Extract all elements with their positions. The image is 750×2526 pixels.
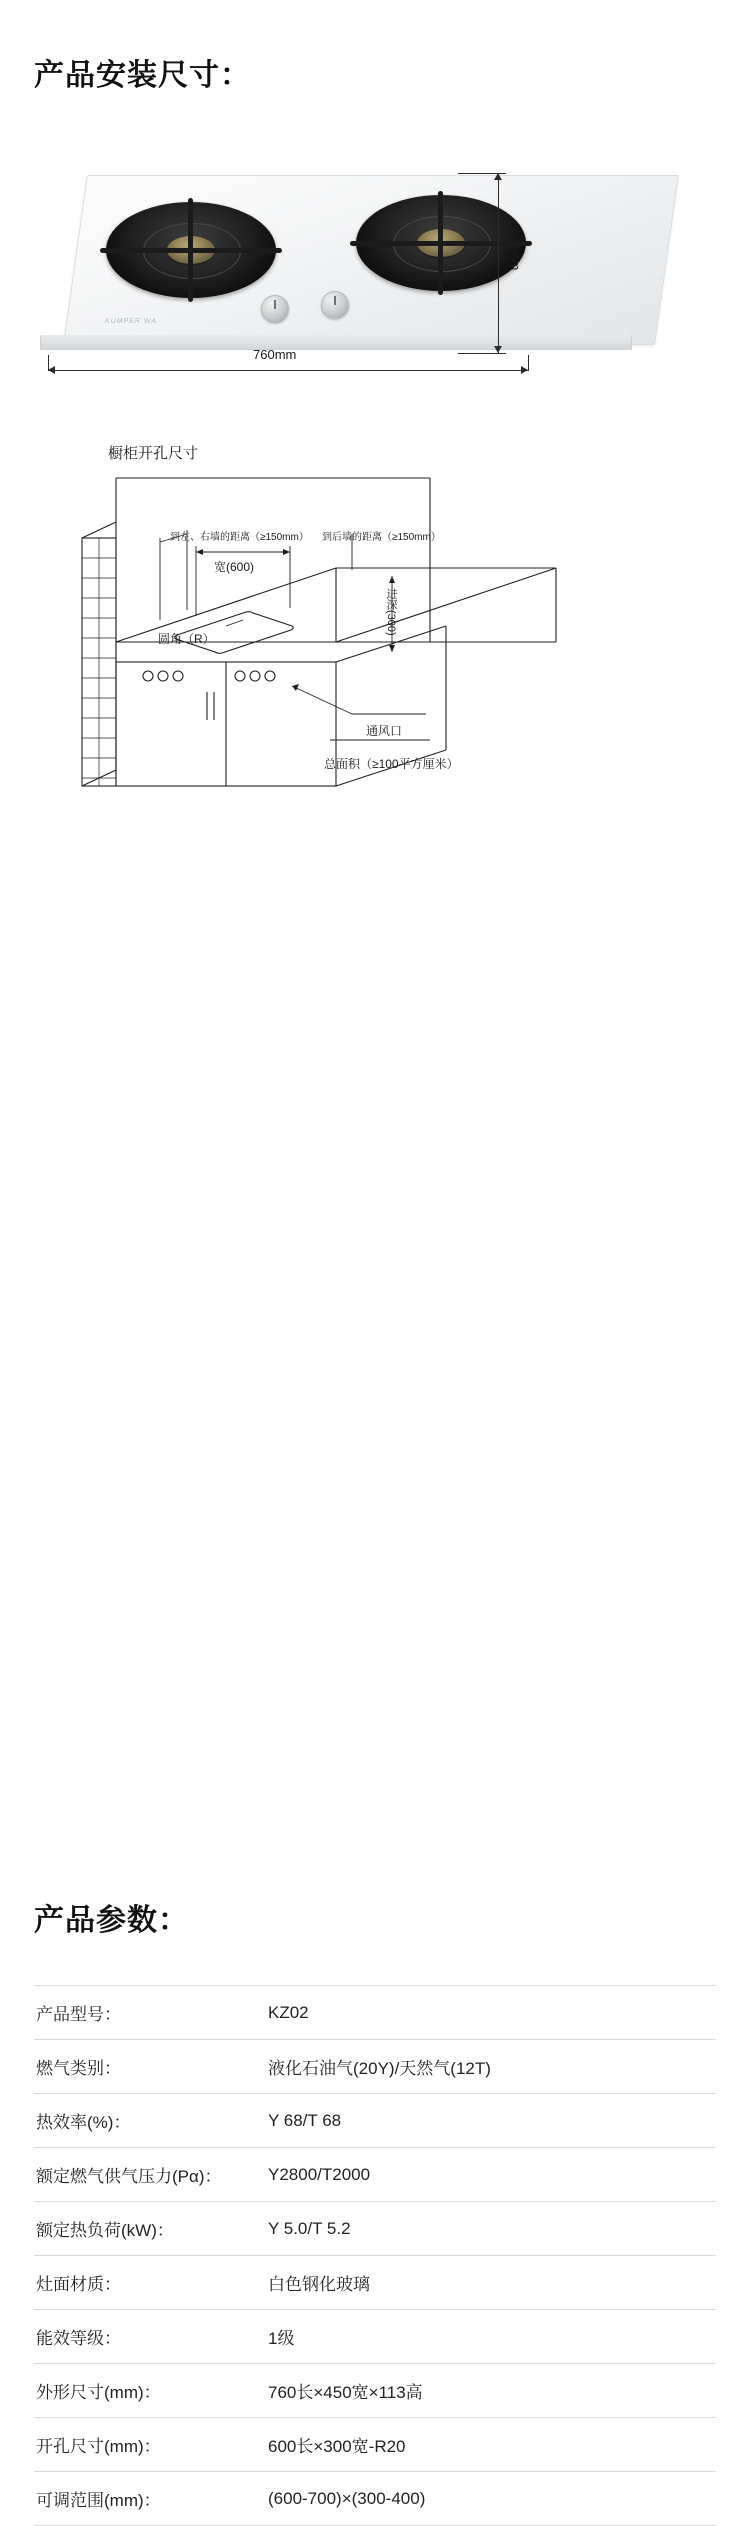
- side-wall-distance-label: 到左、右墙的距离（≥150mm）: [170, 532, 309, 543]
- param-value: 760长×450宽×113高: [268, 2383, 423, 2402]
- install-section-heading: [34, 50, 251, 94]
- table-row: [34, 2310, 716, 2364]
- depth-dimension-line: [498, 173, 499, 353]
- param-key: 热效率(%)：: [36, 2113, 131, 2132]
- brand-mark: KUMPER WA: [104, 318, 158, 325]
- vent-label: 通风口: [366, 724, 403, 738]
- param-key: 外形尺寸(mm)：: [36, 2383, 161, 2402]
- depth-tick-bottom: [458, 353, 506, 354]
- param-key: 额定燃气供气压力(Pα)：: [36, 2167, 222, 2186]
- depth-arrow-up-icon: [494, 173, 502, 180]
- width-tick-left: [48, 355, 49, 371]
- cabinet-diagram-caption: 橱柜开孔尺寸: [108, 445, 199, 462]
- param-value: 1级: [268, 2329, 295, 2348]
- depth-tick-top: [458, 173, 506, 174]
- param-key: 额定热负荷(kW)：: [36, 2221, 174, 2240]
- table-row: [34, 2256, 716, 2310]
- param-key: 能效等级：: [36, 2329, 121, 2348]
- parameters-table-body: [34, 1986, 716, 2526]
- width-arrow-left-icon: [48, 366, 55, 374]
- cabinet-cutout-diagram: [0, 430, 750, 830]
- param-value: 600长×300宽-R20: [268, 2437, 406, 2456]
- install-title: 产品安装尺寸：: [34, 59, 251, 92]
- param-key: 灶面材质：: [36, 2275, 121, 2294]
- param-value: 液化石油气(20Y)/天然气(12T): [268, 2059, 491, 2078]
- depth-dimension-label: 450mm: [508, 227, 523, 271]
- hob-photo-block: [38, 165, 714, 395]
- table-row: [34, 1986, 716, 2040]
- param-key: 产品型号：: [36, 2005, 121, 2024]
- depth-arrow-down-icon: [494, 346, 502, 353]
- control-knob-left: [261, 295, 289, 323]
- params-title: 产品参数：: [34, 1904, 189, 1937]
- table-row: [34, 2472, 716, 2526]
- param-key: 开孔尺寸(mm)：: [36, 2437, 161, 2456]
- param-value: 白色钢化玻璃: [268, 2275, 370, 2294]
- width-dimension-line: [48, 370, 528, 371]
- table-row: [34, 2418, 716, 2472]
- table-row: [34, 2094, 716, 2148]
- product-parameters-table: [34, 1985, 716, 2526]
- opening-depth-label: 进深(300): [385, 588, 397, 636]
- width-arrow-right-icon: [521, 366, 528, 374]
- param-value: Y 5.0/T 5.2: [268, 2218, 351, 2238]
- table-row: [34, 2202, 716, 2256]
- table-row: [34, 2148, 716, 2202]
- params-section-heading: [34, 1895, 189, 1939]
- param-value: Y 68/T 68: [268, 2110, 342, 2130]
- table-row: [34, 2364, 716, 2418]
- cooktop-front-edge: [40, 335, 632, 350]
- corner-radius-label: 圆角（R）: [158, 632, 215, 646]
- burner-left: [106, 202, 276, 298]
- param-key: 燃气类别：: [36, 2059, 121, 2078]
- grate-arm-vertical: [438, 191, 443, 295]
- burner-right: [356, 195, 526, 291]
- control-knob-right: [321, 291, 349, 319]
- param-value: (600-700)×(300-400): [268, 2488, 426, 2508]
- back-wall-distance-label: 到后墙的距离（≥150mm）: [322, 532, 441, 543]
- param-value: Y2800/T2000: [268, 2164, 371, 2184]
- grate-arm-vertical: [188, 198, 193, 302]
- param-value: KZ02: [268, 2002, 309, 2022]
- vent-area-label: 总面积（≥100平方厘米）: [324, 757, 459, 771]
- opening-width-label: 宽(600): [214, 560, 255, 574]
- table-row: [34, 2040, 716, 2094]
- width-dimension-label: 760mm: [253, 347, 297, 362]
- width-tick-right: [528, 355, 529, 371]
- param-key: 可调范围(mm)：: [36, 2491, 161, 2510]
- gas-hob-illustration: [63, 175, 653, 360]
